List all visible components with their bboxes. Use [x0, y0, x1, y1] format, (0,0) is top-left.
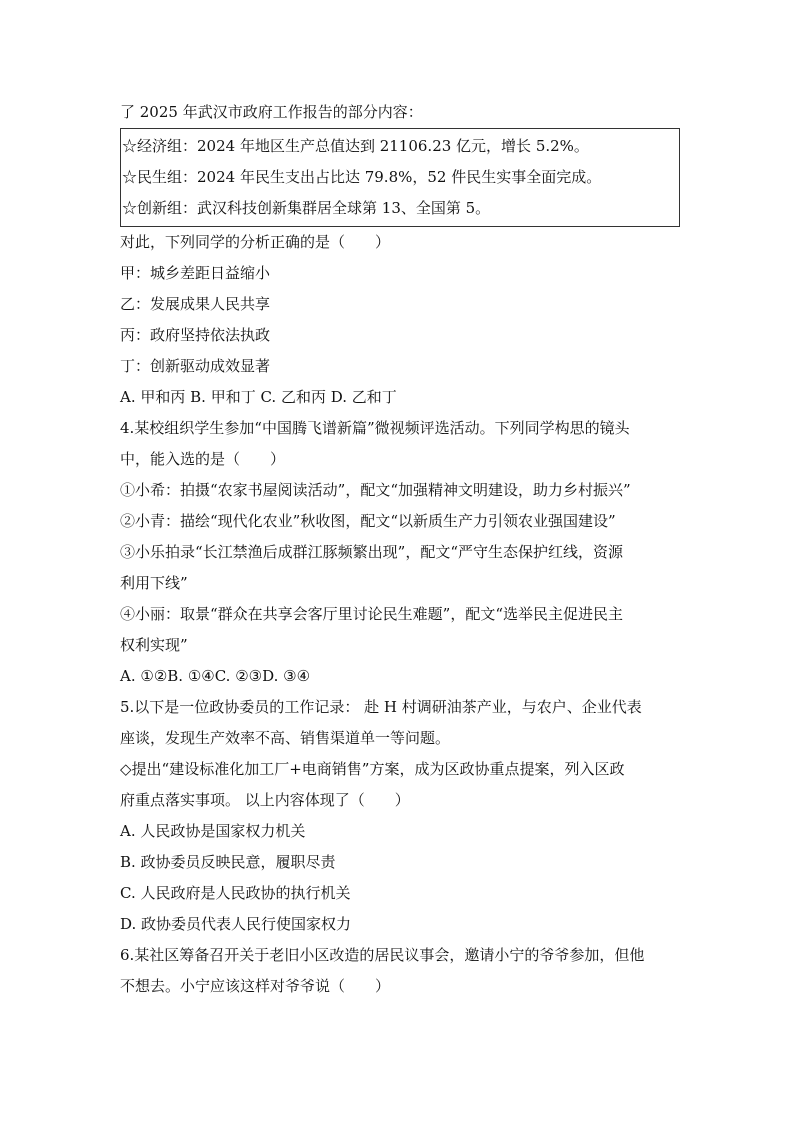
question-stem-line: 6.某社区筹备召开关于老旧小区改造的居民议事会，邀请小宁的爷爷参加，但他 — [120, 946, 645, 964]
option-b: B. 政协委员反映民意，履职尽责 — [120, 853, 336, 871]
box-item-economy: ☆经济组：2024 年地区生产总值达到 21106.23 亿元，增长 5.2%。 — [122, 137, 589, 155]
item-line: ②小青：描绘“现代化农业”秋收图，配文“以新质生产力引领农业强国建设” — [120, 512, 616, 530]
item-line: ①小希：拍摄“农家书屋阅读活动”，配文“加强精神文明建设，助力乡村振兴” — [120, 481, 631, 499]
item-line: ④小丽：取景“群众在共享会客厅里讨论民生难题”，配文“选举民主促进民主 — [120, 605, 624, 623]
option-a: A. 人民政协是国家权力机关 — [120, 822, 306, 840]
item-line: ③小乐拍录“长江禁渔后成群江豚频繁出现”，配文“严守生态保护红线，资源 — [120, 543, 624, 561]
report-excerpt-box — [120, 128, 680, 227]
box-item-innovation: ☆创新组：武汉科技创新集群居全球第 13、全国第 5。 — [122, 199, 491, 217]
question-stem-line: 5.以下是一位政协委员的工作记录： 赴 H 村调研油茶产业，与农户、企业代表 — [120, 698, 642, 716]
question-5 — [120, 692, 680, 940]
item-line: 权利实现” — [120, 636, 188, 654]
question-stem-line: 中，能入选的是（ ） — [120, 450, 286, 468]
question-6 — [120, 940, 680, 1002]
option-d: D. 政协委员代表人民行使国家权力 — [120, 915, 352, 933]
statement-yi: 乙：发展成果人民共享 — [120, 295, 271, 313]
question-4 — [120, 413, 680, 692]
answer-options: A. ①②B. ①④C. ②③D. ③④ — [120, 667, 311, 685]
statement-ding: 丁：创新驱动成效显著 — [120, 357, 271, 375]
question-stem-line: 4.某校组织学生参加“中国腾飞谱新篇”微视频评选活动。下列同学构思的镜头 — [120, 419, 630, 437]
box-item-livelihood: ☆民生组：2024 年民生支出占比达 79.8%，52 件民生实事全面完成。 — [122, 168, 602, 186]
answer-options: A. 甲和丙 B. 甲和丁 C. 乙和丙 D. 乙和丁 — [120, 388, 397, 406]
statement-jia: 甲：城乡差距日益缩小 — [120, 264, 271, 282]
question-stem-line: 府重点落实事项。 以上内容体现了（ ） — [120, 791, 410, 809]
exam-page — [120, 97, 680, 1002]
item-line: 利用下线” — [120, 574, 188, 592]
option-c: C. 人民政府是人民政协的执行机关 — [120, 884, 351, 902]
question-stem-line: 座谈，发现生产效率不高、销售渠道单一等问题。 — [120, 729, 451, 747]
question-stem-line: ◇提出“建设标准化加工厂+电商销售”方案，成为区政协重点提案，列入区政 — [120, 760, 625, 778]
intro-line: 了 2025 年武汉市政府工作报告的部分内容： — [120, 103, 423, 121]
question-stem: 对此，下列同学的分析正确的是（ ） — [120, 233, 391, 251]
question-3 — [120, 227, 680, 413]
statement-bing: 丙：政府坚持依法执政 — [120, 326, 271, 344]
question-stem-line: 不想去。小宁应该这样对爷爷说（ ） — [120, 977, 391, 995]
